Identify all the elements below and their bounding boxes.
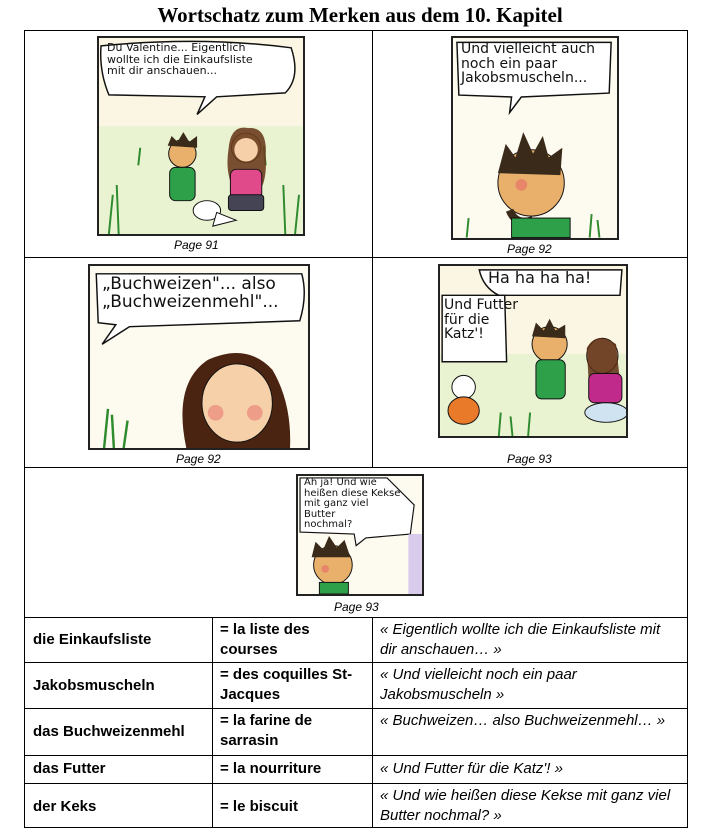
speech-bubble: Und Futter für die Katz'! <box>444 297 518 343</box>
vocab-translation: = la farine de sarrasin <box>220 712 313 749</box>
divider <box>24 617 688 618</box>
vocab-example: « Buchweizen… also Buchweizenmehl… » <box>380 712 666 729</box>
comic-panel-1 <box>97 36 305 236</box>
vocab-example: « Und vielleicht noch ein paar Jakobsmuscheln » <box>380 666 577 703</box>
divider <box>24 755 688 756</box>
vocab-word: Jakobsmuscheln <box>33 677 155 694</box>
vocab-translation: = le biscuit <box>220 798 298 815</box>
vocab-example: « Eigentlich wollte ich die Einkaufsliste mit dir anschauen… » <box>380 621 661 658</box>
vocab-word: die Einkaufsliste <box>33 631 152 648</box>
page-caption: Page 93 <box>334 600 379 614</box>
page-caption: Page 92 <box>507 242 552 256</box>
vocab-example: « Und Futter für die Katz'! » <box>380 760 563 777</box>
page-caption: Page 92 <box>176 452 221 466</box>
comic-panel-2 <box>451 36 619 240</box>
speech-bubble: Du Valentine... Eigentlich wollte ich die Einkaufsliste mit dir anschauen... <box>107 41 253 78</box>
speech-bubble: Ah ja! Und wie heißen diese Kekse mit ganz viel Butter nochmal? <box>304 477 401 530</box>
vocab-translation: = la liste des courses <box>220 621 310 658</box>
speech-bubble: „Buchweizen"... also „Buchweizenmehl"... <box>102 274 279 312</box>
vocab-example: « Und wie heißen diese Kekse mit ganz viel Butter nochmal? » <box>380 787 671 824</box>
divider <box>372 30 373 467</box>
divider <box>24 783 688 784</box>
comic-panel-4 <box>438 264 628 438</box>
divider <box>372 617 373 828</box>
vocab-translation: = la nourriture <box>220 760 322 777</box>
vocab-translation: = des coquilles St-Jacques <box>220 666 353 703</box>
divider <box>24 708 688 709</box>
divider <box>212 617 213 828</box>
divider <box>24 662 688 663</box>
vocab-word: der Keks <box>33 798 97 815</box>
page-caption: Page 91 <box>174 238 219 252</box>
comic-panel-5 <box>296 474 424 596</box>
divider <box>24 467 688 468</box>
page-caption: Page 93 <box>507 452 552 466</box>
vocab-word: das Futter <box>33 760 106 777</box>
comic-panel-3 <box>88 264 310 450</box>
vocab-word: das Buchweizenmehl <box>33 723 185 740</box>
speech-bubble: Ha ha ha ha! <box>488 268 592 287</box>
page-title: Wortschatz zum Merken aus dem 10. Kapitel <box>157 3 563 27</box>
comic-drawing <box>440 266 626 436</box>
divider <box>24 257 688 258</box>
speech-bubble: Und vielleicht auch noch ein paar Jakobsmuscheln... <box>461 41 596 87</box>
